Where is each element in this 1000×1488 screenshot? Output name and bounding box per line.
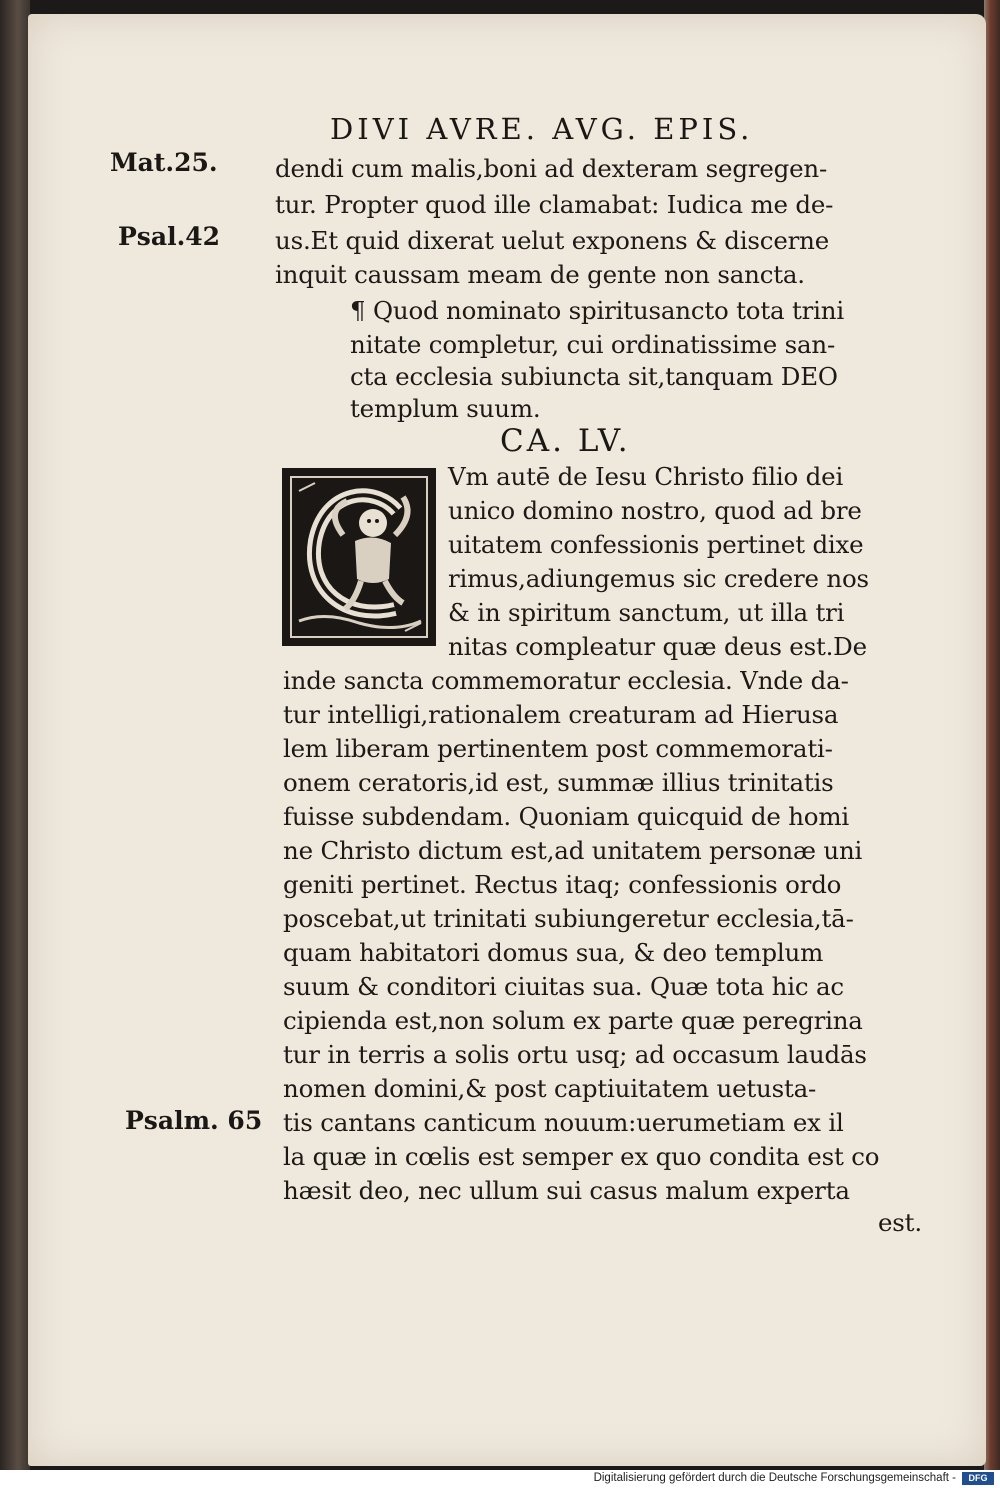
text-line: fuisse subdendam. Quoniam quicquid de homi [283, 802, 850, 831]
text-line: est. [878, 1208, 922, 1237]
summary-line: nitate completur, cui ordinatissime san- [350, 330, 836, 359]
text-line: & in spiritum sanctum, ut illa tri [448, 598, 845, 627]
text-line: tur in terris a solis ortu usq; ad occasum laudās [283, 1040, 867, 1069]
funding-credit: Digitalisierung gefördert durch die Deutsche Forschungsgemeinschaft - [593, 1472, 956, 1484]
text-line: ne Christo dictum est,ad unitatem personæ uni [283, 836, 863, 865]
summary-line: cta ecclesia subiuncta sit,tanquam DEO [350, 362, 838, 391]
margin-note-mat: Mat.25. [110, 148, 218, 177]
text-line: tis cantans canticum nouum:uerumetiam ex il [283, 1108, 844, 1137]
summary-line: templum suum. [350, 394, 541, 423]
text-line: tur intelligi,rationalem creaturam ad Hierusa [283, 700, 839, 729]
text-line: nitas compleatur quæ deus est.De [448, 632, 867, 661]
woodcut-initial-icon [285, 471, 433, 643]
margin-note-psal42: Psal.42 [118, 222, 221, 251]
page-edge [984, 0, 1000, 1470]
text-line: hæsit deo, nec ullum sui casus malum experta [283, 1176, 850, 1205]
text-line: cipienda est,non solum ex parte quæ peregrina [283, 1006, 863, 1035]
text-line: nomen domini,& post captiuitatem uetusta- [283, 1074, 817, 1103]
text-line: dendi cum malis,boni ad dexteram segregen- [275, 154, 828, 183]
text-line: unico domino nostro, quod ad bre [448, 496, 862, 525]
dfg-logo-icon: DFG [962, 1472, 994, 1485]
text-line: uitatem confessionis pertinet dixe [448, 530, 864, 559]
chapter-title: CA. LV. [500, 423, 631, 459]
text-line: onem ceratoris,id est, summæ illius trinitatis [283, 768, 834, 797]
text-line: quam habitatori domus sua, & deo templum [283, 938, 824, 967]
summary-line: ¶ Quod nominato spiritusancto tota trini [350, 296, 844, 325]
text-line: suum & conditori ciuitas sua. Quæ tota hic ac [283, 972, 844, 1001]
text-line: Vm autē de Iesu Christo filio dei [448, 462, 844, 491]
text-line: poscebat,ut trinitati subiungeretur ecclesia,tā- [283, 904, 854, 933]
running-header: DIVI AVRE. AVG. EPIS. [330, 112, 754, 146]
text-line: inde sancta commemoratur ecclesia. Vnde da- [283, 666, 849, 695]
book-gutter [0, 0, 30, 1470]
decorated-initial-c-woodcut [282, 468, 436, 646]
text-line: us.Et quid dixerat uelut exponens & discerne [275, 226, 830, 255]
text-line: la quæ in cœlis est semper ex quo condita est co [283, 1142, 880, 1171]
text-line: inquit caussam meam de gente non sancta. [275, 260, 805, 289]
text-line: lem liberam pertinentem post commemorati- [283, 734, 833, 763]
text-line: rimus,adiungemus sic credere nos [448, 564, 869, 593]
text-line: tur. Propter quod ille clamabat: Iudica me de- [275, 190, 834, 219]
margin-note-psalm65: Psalm. 65 [125, 1106, 263, 1135]
text-line: geniti pertinet. Rectus itaq; confessionis ordo [283, 870, 842, 899]
